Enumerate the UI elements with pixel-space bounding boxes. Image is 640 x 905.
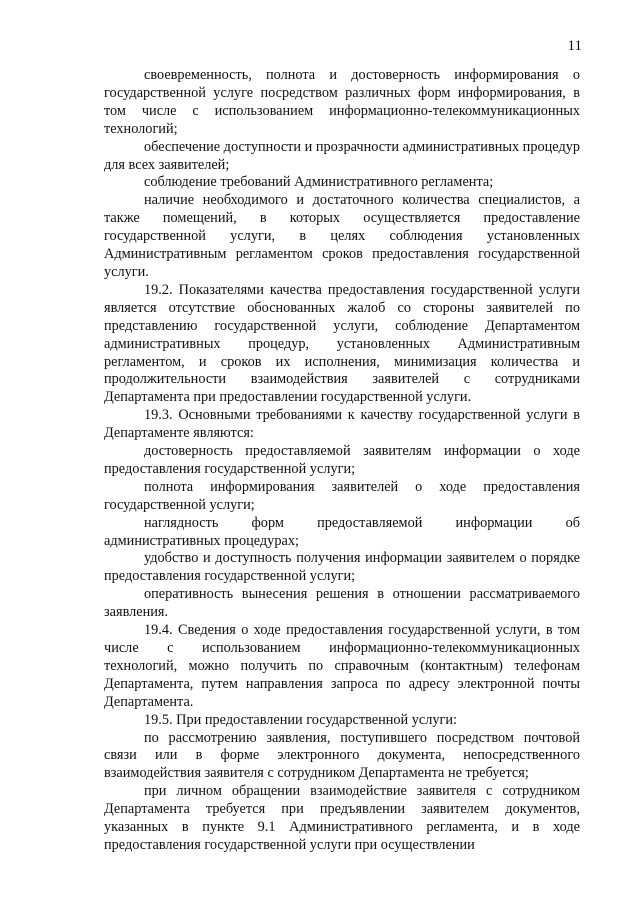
paragraph: соблюдение требований Административного регламента; bbox=[144, 174, 494, 191]
paragraph: оперативность вынесения решения в отношении рассматриваемого заявления. bbox=[104, 586, 580, 621]
paragraph: 19.5. При предоставлении государственной услуги: bbox=[144, 711, 458, 728]
paragraph: при личном обращении взаимодействие заявителя с сотрудником Департамента требуется при предъявлении заявителем документов, указанных в пункте 9.1 Административного регламента, и в ходе предоставления государственной услуги при осуществлении bbox=[104, 783, 580, 853]
document-body bbox=[104, 67, 580, 855]
paragraph: своевременность, полнота и достоверность информирования о государственной услуге посредством различных форм информирования, в том числе с использованием информационно-телекоммуникационных технологий; bbox=[104, 67, 580, 137]
paragraph: достоверность предоставляемой заявителям информации о ходе предоставления государственной услуги; bbox=[104, 443, 580, 477]
paragraph: 19.2. Показателями качества предоставления государственной услуги является отсутствие обоснованных жалоб со стороны заявителей по представлению государственной услуги, соблюдение Департаментом административных процедур, установленных Административным регламентом, и сроков их исполнения, минимизация количества и продолжительности взаимодействия заявителей с сотрудниками Департамента при предоставлении государственной услуги. bbox=[104, 281, 580, 406]
paragraph: обеспечение доступности и прозрачности административных процедур для всех заявителей; bbox=[104, 138, 581, 173]
page-number: 11 bbox=[567, 38, 582, 54]
paragraph: 19.3. Основными требованиями к качеству государственной услуги в Департаменте являются: bbox=[104, 407, 580, 442]
paragraph: наличие необходимого и достаточного количества специалистов, а также помещений, в которых осуществляется предоставление государственной услуги, в целях соблюдения установленных Административным регламентом сроков предоставления государственной услуги. bbox=[104, 192, 580, 280]
paragraph: по рассмотрению заявления, поступившего посредством почтовой связи или в форме электронного документа, непосредственного взаимодействия заявителя с сотрудником Департамента не требуется; bbox=[104, 729, 580, 782]
paragraph: полнота информирования заявителей о ходе предоставления государственной услуги; bbox=[104, 478, 580, 513]
paragraph: 19.4. Сведения о ходе предоставления государственной услуги, в том числе с использованием информационно-телекоммуникационных технологий, можно получить по справочным (контактным) телефонам Департамента, путем направления запроса по адресу электронной почты Департамента. bbox=[104, 622, 580, 710]
paragraph: наглядность форм предоставляемой информации об административных процедурах; bbox=[104, 514, 580, 549]
paragraph: удобство и доступность получения информации заявителем о порядке предоставления государственной услуги; bbox=[104, 550, 580, 585]
